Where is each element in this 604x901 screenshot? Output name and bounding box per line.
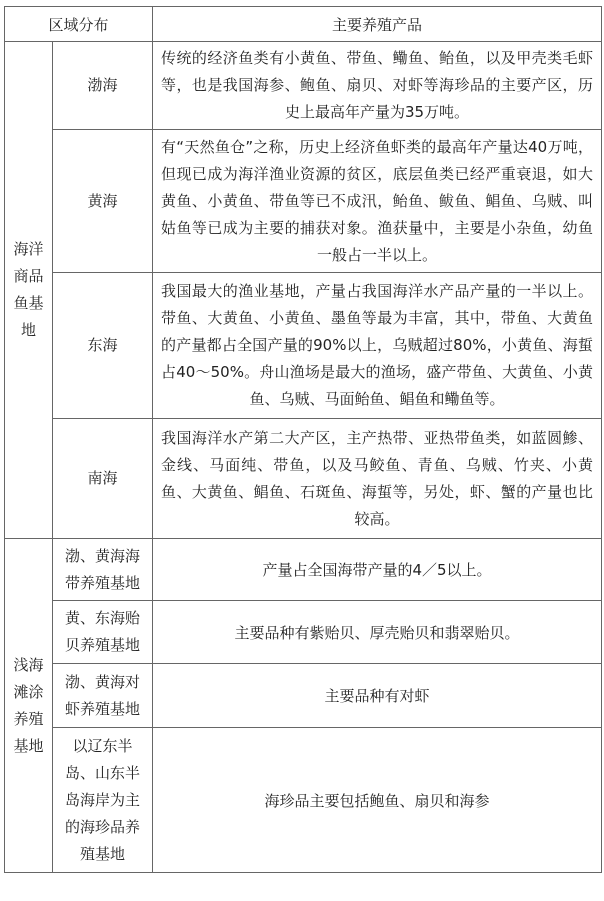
aquaculture-region-table [4,6,602,873]
region-cell: 东海 [53,273,153,419]
region-cell: 以辽东半岛、山东半岛海岸为主的海珍品养殖基地 [53,728,153,873]
products-cell: 传统的经济鱼类有小黄鱼、带鱼、鳓鱼、鲐鱼，以及甲壳类毛虾等，也是我国海参、鲍鱼、扇贝、对虾等海珍品的主要产区，历史上最高年产量为35万吨。 [153,42,602,130]
products-cell: 有“天然鱼仓”之称，历史上经济鱼虾类的最高年产量达40万吨，但现已成为海洋渔业资源的贫区，底层鱼类已经严重衰退，如大黄鱼、小黄鱼、带鱼等已不成汛，鲐鱼、鲅鱼、鲳鱼、乌贼、叫姑鱼等已成为主要的捕获对象。渔获量中，主要是小杂鱼，幼鱼一般占一半以上。 [153,130,602,273]
table-row [5,601,602,664]
group-label-shallow-sea-base: 浅海滩涂养殖基地 [5,539,53,873]
region-cell: 渤海 [53,42,153,130]
products-cell: 主要品种有对虾 [153,664,602,728]
table-row [5,539,602,601]
table-row [5,42,602,130]
products-cell: 我国海洋水产第二大产区，主产热带、亚热带鱼类，如蓝圆鯵、金线、马面纯、带鱼，以及马鲛鱼、青鱼、乌贼、竹夹、小黄鱼、大黄鱼、鲳鱼、石斑鱼、海蜇等，另处，虾、蟹的产量也比较高。 [153,419,602,539]
header-products: 主要养殖产品 [153,7,602,42]
region-cell: 渤、黄海对虾养殖基地 [53,664,153,728]
table-row [5,419,602,539]
table-header-row [5,7,602,42]
region-cell: 渤、黄海海带养殖基地 [53,539,153,601]
header-region: 区域分布 [5,7,153,42]
products-cell: 主要品种有紫贻贝、厚壳贻贝和翡翠贻贝。 [153,601,602,664]
table-row [5,130,602,273]
region-cell: 南海 [53,419,153,539]
group-label-marine-fish-base: 海洋商品鱼基地 [5,42,53,539]
region-cell: 黄、东海贻贝养殖基地 [53,601,153,664]
table-row [5,273,602,419]
region-cell: 黄海 [53,130,153,273]
products-cell: 我国最大的渔业基地，产量占我国海洋水产品产量的一半以上。带鱼、大黄鱼、小黄鱼、墨鱼等最为丰富，其中，带鱼、大黄鱼的产量都占全国产量的90%以上，乌贼超过80%，小黄鱼、海蜇占40～50%。舟山渔场是最大的渔场，盛产带鱼、大黄鱼、小黄鱼、乌贼、马面鲐鱼、鲳鱼和鳓鱼等。 [153,273,602,419]
table-row [5,728,602,873]
products-cell: 海珍品主要包括鲍鱼、扇贝和海参 [153,728,602,873]
products-cell: 产量占全国海带产量的4／5以上。 [153,539,602,601]
table-row [5,664,602,728]
